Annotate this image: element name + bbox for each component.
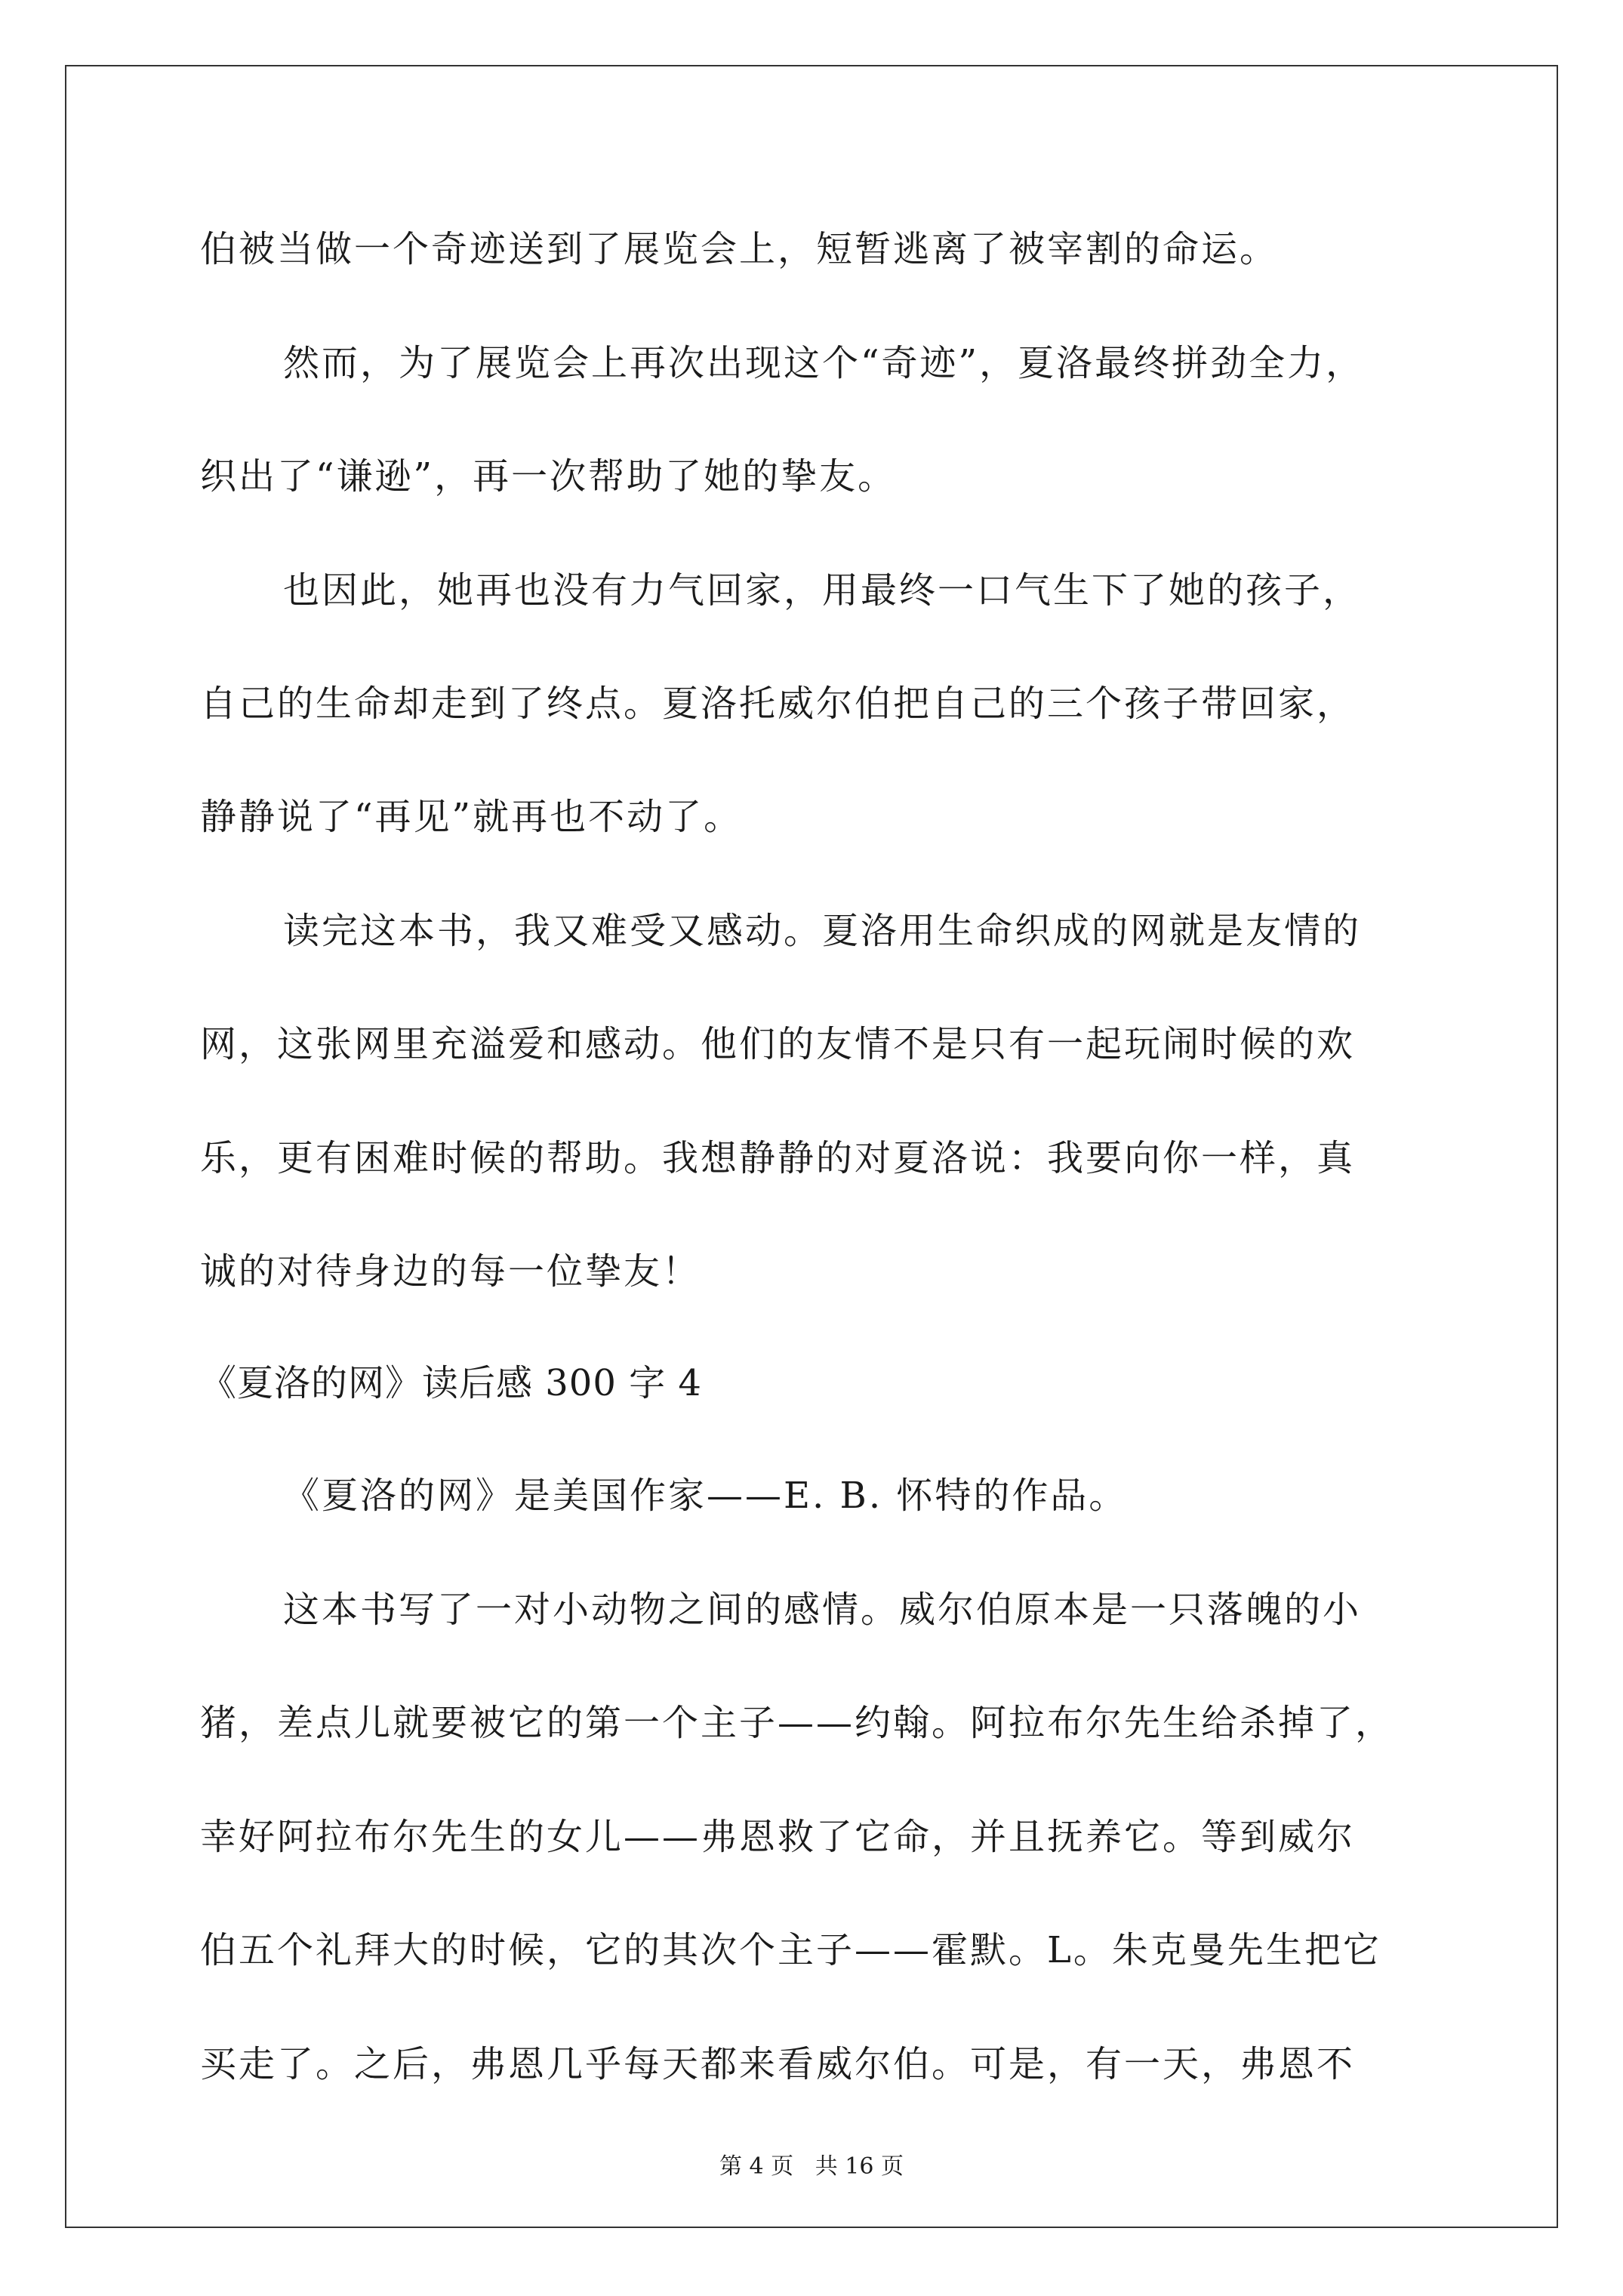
paragraph-first-line: 也因此，她再也没有力气回家，用最终一口气生下了她的孩子， — [283, 569, 1362, 612]
paragraph-first-line: 《夏洛的网》是美国作家——E. B. 怀特的作品。 — [283, 1475, 1128, 1517]
text-line: 伯被当做一个奇迹送到了展览会上，短暂逃离了被宰割的命运。 — [200, 228, 1279, 270]
text-line: 诚的对待身边的每一位挚友！ — [200, 1250, 701, 1293]
text-line: 静静说了“再见”就再也不动了。 — [200, 796, 743, 838]
paragraph-first-line: 这本书写了一对小动物之间的感情。威尔伯原本是一只落魄的小 — [283, 1589, 1362, 1631]
text-line: 伯五个礼拜大的时候，它的其次个主子——霍默。L。朱克曼先生把它 — [200, 1929, 1381, 1971]
text-line: 织出了“谦逊”，再一次帮助了她的挚友。 — [200, 455, 897, 498]
text-line: 自己的生命却走到了终点。夏洛托威尔伯把自己的三个孩子带回家， — [200, 683, 1356, 725]
text-line: 买走了。之后，弗恩几乎每天都来看威尔伯。可是，有一天，弗恩不 — [200, 2043, 1356, 2085]
text-line: 幸好阿拉布尔先生的女儿——弗恩救了它命，并且抚养它。等到威尔 — [200, 1816, 1356, 1858]
text-line: 网，这张网里充溢爱和感动。他们的友情不是只有一起玩闹时候的欢 — [200, 1023, 1356, 1065]
section-heading: 《夏洛的网》读后感 300 字 4 — [200, 1362, 702, 1404]
page-number-footer: 第 4 页 共 16 页 — [719, 2153, 904, 2180]
text-line: 乐，更有困难时候的帮助。我想静静的对夏洛说：我要向你一样，真 — [200, 1137, 1356, 1179]
paragraph-first-line: 读完这本书，我又难受又感动。夏洛用生命织成的网就是友情的 — [283, 910, 1362, 952]
text-line: 猪，差点儿就要被它的第一个主子——约翰。阿拉布尔先生给杀掉了， — [200, 1702, 1394, 1744]
paragraph-first-line: 然而，为了展览会上再次出现这个“奇迹”，夏洛最终拼劲全力， — [283, 342, 1365, 384]
